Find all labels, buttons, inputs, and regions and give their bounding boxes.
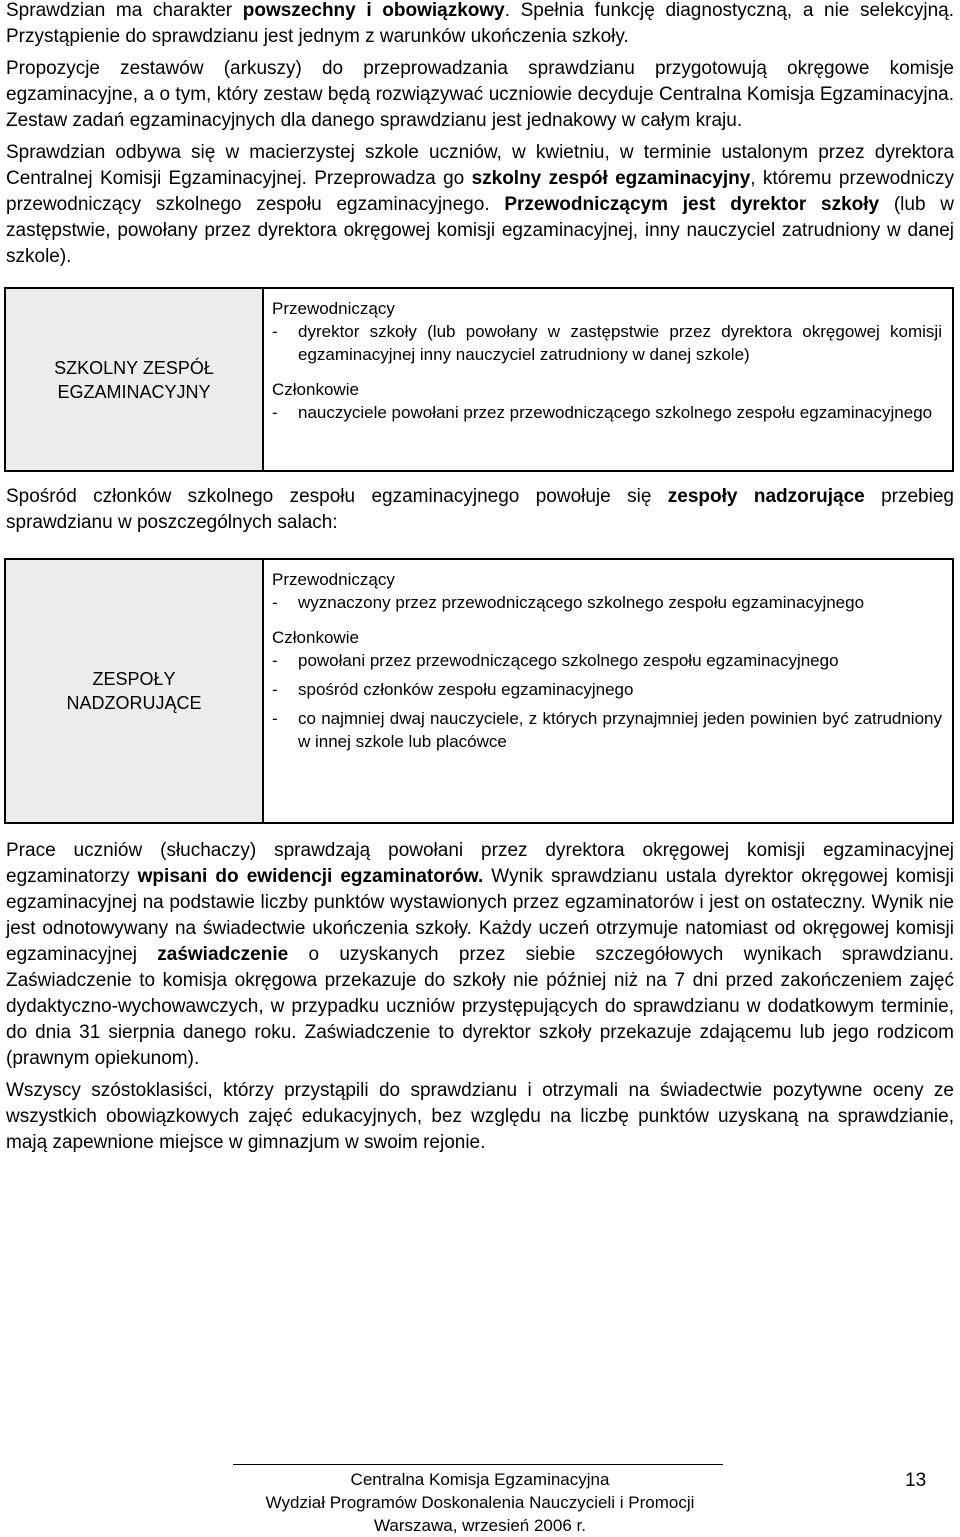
footer-date: Warszawa, wrzesień 2006 r. bbox=[374, 1516, 586, 1535]
label-line: NADZORUJĄCE bbox=[66, 693, 202, 713]
bold-text: szkolny zespół egzaminacyjny bbox=[471, 168, 751, 189]
section-heading: Członkowie bbox=[272, 628, 359, 647]
text: (lub w zastępstwie, powołany przez dyrektora okręgowej komisji egzaminacyjnej, inny nauczyciel zatrudniony w danej szkole). bbox=[6, 194, 954, 267]
table-content-cell bbox=[263, 559, 953, 823]
paragraph-gymnasium: Wszyscy szóstoklasiści, którzy przystąpili do sprawdzianu i otrzymali na świadectwie pozytywne oceny ze wszystkich obowiązkowych zajęć edukacyjnych, bez względu na liczbę punktów uzyskaną na sprawdzianie, mają zapewnione miejsce w gimnazjum w swoim rejonie. bbox=[6, 1080, 954, 1153]
text: przebieg sprawdzianu w poszczególnych salach: bbox=[6, 486, 954, 533]
paragraph-supervising bbox=[6, 484, 954, 536]
section-heading: Przewodniczący bbox=[272, 299, 395, 318]
paragraph-results bbox=[6, 838, 954, 1072]
label-line: SZKOLNY ZESPÓŁ bbox=[54, 357, 214, 378]
list-item: - spośród członków zespołu egzaminacyjnego bbox=[272, 680, 634, 699]
page-content bbox=[6, 0, 954, 1156]
list-item: - wyznaczony przez przewodniczącego szkolnego zespołu egzaminacyjnego bbox=[272, 593, 865, 612]
list-item: - dyrektor szkoły (lub powołany w zastępstwie przez dyrektora okręgowej komisji egzaminacyjnej inny nauczyciel zatrudniony w danej szkole) bbox=[272, 322, 942, 364]
list-item: - nauczyciele powołani przez przewodniczącego szkolnego zespołu egzaminacyjnego bbox=[272, 403, 933, 422]
table-content-cell bbox=[263, 288, 953, 471]
supervising-teams-table bbox=[4, 558, 954, 824]
list-item: - co najmniej dwaj nauczyciele, z których przynajmniej jeden powinien być zatrudniony w innej szkole lub placówce bbox=[272, 709, 942, 751]
bold-text: powszechny i obowiązkowy bbox=[242, 0, 505, 21]
bold-text: Przewodniczącym jest dyrektor szkoły bbox=[504, 194, 880, 215]
school-committee-table bbox=[4, 287, 954, 472]
bold-text: zespoły nadzorujące bbox=[667, 486, 865, 507]
label-line: EGZAMINACYJNY bbox=[57, 381, 211, 402]
paragraph-proposals: Propozycje zestawów (arkuszy) do przeprowadzania sprawdzianu przygotowują okręgowe komisje egzaminacyjne, a o tym, który zestaw będą rozwiązywać uczniowie decyduje Centralna Komisja Egzaminacyjna. Zestaw zadań egzaminacyjnych dla danego sprawdzianu jest jednakowy w całym kraju. bbox=[6, 58, 954, 131]
text: , któremu przewodniczy przewodniczący szkolnego zespołu egzaminacyjnego. bbox=[6, 168, 955, 215]
section-heading: Członkowie bbox=[272, 380, 359, 399]
footer-divider bbox=[233, 1464, 723, 1465]
label-line: ZESPOŁY bbox=[92, 669, 176, 689]
footer-institution: Centralna Komisja Egzaminacyjna bbox=[350, 1470, 610, 1489]
page-number: 13 bbox=[905, 1470, 927, 1491]
text: Prace uczniów (słuchaczy) sprawdzają powołani przez dyrektora okręgowej komisji egzaminacyjnej egzaminatorzy bbox=[6, 840, 954, 887]
table-label-cell bbox=[5, 288, 263, 471]
text: Spośród członków szkolnego zespołu egzaminacyjnego powołuje się bbox=[6, 486, 668, 507]
text: Sprawdzian ma charakter bbox=[6, 0, 243, 21]
text: Wynik sprawdzianu ustala dyrektor okręgowej komisji egzaminacyjnej na podstawie liczby punktów wystawionych przez egzaminatorów i jest on ostateczny. Wynik nie jest odnotowywany na świadectwie ukończenia szkoły. Każdy uczeń otrzymuje natomiast od okręgowej komisji egzaminacyjnej bbox=[6, 866, 954, 965]
table-label-cell bbox=[5, 559, 263, 823]
list-item: - powołani przez przewodniczącego szkolnego zespołu egzaminacyjnego bbox=[272, 651, 839, 670]
text: o uzyskanych przez siebie szczegółowych wynikach sprawdzianu. Zaświadczenie to komisja okręgowa przekazuje do szkoły nie później niż na 7 dni przed zakończeniem zajęć dydaktyczno-wychowawczych, w przypadku uczniów przystępujących do sprawdzianu w dodatkowym terminie, do dnia 31 sierpnia danego roku. Zaświadczenie to dyrektor szkoły przekazuje zdającemu lub jego rodzicom (prawnym opiekunom). bbox=[6, 944, 954, 1069]
paragraph-location bbox=[6, 140, 954, 270]
paragraph-character bbox=[6, 0, 954, 50]
section-heading: Przewodniczący bbox=[272, 570, 395, 589]
text: . Spełnia funkcję diagnostyczną, a nie selekcyjną. Przystąpienie do sprawdzianu jest jednym z warunków ukończenia szkoły. bbox=[6, 0, 954, 47]
text: Sprawdzian odbywa się w macierzystej szkole uczniów, w kwietniu, w terminie ustalonym przez dyrektora Centralnej Komisji Egzaminacyjnej. Przeprowadza go bbox=[6, 142, 954, 189]
footer-department: Wydział Programów Doskonalenia Nauczycieli i Promocji bbox=[265, 1493, 695, 1512]
bold-text: zaświadczenie bbox=[157, 944, 289, 965]
bold-text: wpisani do ewidencji egzaminatorów. bbox=[137, 866, 484, 887]
